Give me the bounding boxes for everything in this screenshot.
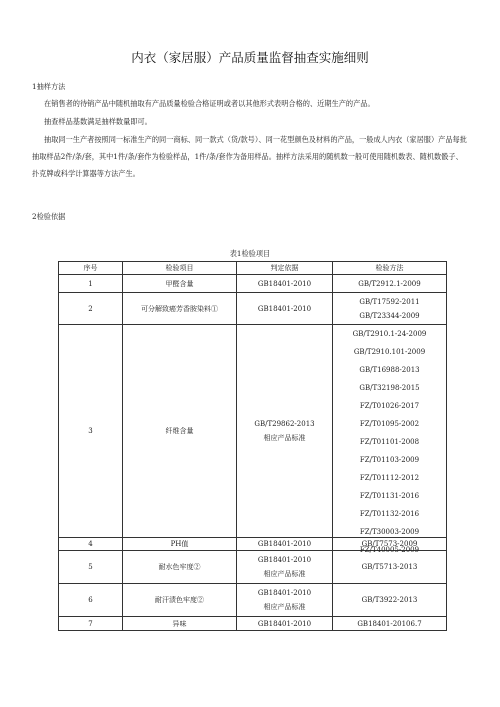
table-caption: 表1检验项目 <box>229 249 271 258</box>
row-no: 6 <box>59 584 123 617</box>
section-1-paragraph-1: 在销售者的待销产品中随机抽取有产品质量检验合格证明或者以其他形式表明合格的、近期生产的产品。 <box>44 99 375 108</box>
row-basis: GB18401-2010 <box>237 293 333 325</box>
method-line: FZ/T01101-2008 <box>359 438 420 446</box>
table-row <box>59 325 447 538</box>
method-line: GB/T2910.1-24-2009 <box>352 330 427 338</box>
row-method: GB18401-20106.7 <box>333 617 447 631</box>
method-line: FZ/T01132-2016 <box>359 510 420 518</box>
method-line: FZ/T01112-2012 <box>359 474 420 482</box>
row-basis <box>237 551 333 584</box>
row-method: GB/T3922-2013 <box>333 584 447 617</box>
row-basis: GB18401-2010 <box>237 538 333 551</box>
basis-line: GB18401-2010 <box>257 556 312 564</box>
row-item: 甲醛含量 <box>123 275 237 293</box>
row-basis: GB18401-2010 <box>237 617 333 631</box>
method-line: FZ/T01026-2017 <box>359 402 420 410</box>
row-method: GB/T5713-2013 <box>333 551 447 584</box>
row-item: 可分解致癌芳香胺染料① <box>123 293 237 325</box>
basis-line: 相应产品标准 <box>263 570 306 578</box>
header-item: 检验项目 <box>123 262 237 275</box>
row-no: 4 <box>59 538 123 551</box>
table-row <box>59 584 447 617</box>
method-line: FZ/T30003-2009 <box>359 528 420 536</box>
basis-line: 相应产品标准 <box>263 434 306 442</box>
row-item: 耐汗渍色牢度② <box>123 584 237 617</box>
row-no: 5 <box>59 551 123 584</box>
row-no: 7 <box>59 617 123 631</box>
row-no: 1 <box>59 275 123 293</box>
row-method <box>333 293 447 325</box>
table-header-row <box>59 262 447 275</box>
table-row <box>59 293 447 325</box>
row-method: GB/T7573-2009 <box>333 538 447 551</box>
header-basis: 判定依据 <box>237 262 333 275</box>
header-no: 序号 <box>59 262 123 275</box>
row-item: PH值 <box>123 538 237 551</box>
row-basis <box>237 325 333 538</box>
document-title: 内衣（家居服）产品质量监督抽查实施细则 <box>131 50 369 65</box>
row-item: 耐水色牢度② <box>123 551 237 584</box>
method-line: GB/T32198-2015 <box>359 384 420 392</box>
row-no: 2 <box>59 293 123 325</box>
section-2-heading: 2检验依据 <box>32 212 66 221</box>
method-line: GB/T23344-2009 <box>359 311 420 320</box>
method-line: GB/T17592-2011 <box>359 297 420 306</box>
section-1-paragraph-3: 抽取同一生产者按照同一标准生产的同一商标、同一款式（货/款号）、同一花型颜色及材料的产品，一般成人内衣（家居服）产品每批抽取样品2件/条/套，其中1件/条/套作为检验样品，1件/条/套作为备用样品。抽样方法采用的随机数一般可使用随机数表、随机数骰子、扑克牌或科学计算器等方法产生。 <box>32 135 467 178</box>
section-1-heading: 1抽样方法 <box>32 82 66 91</box>
method-line: FZ/T01131-2016 <box>359 492 420 500</box>
method-line: GB/T16988-2013 <box>359 366 420 374</box>
row-item: 异味 <box>123 617 237 631</box>
row-basis: GB18401-2010 <box>237 275 333 293</box>
row-method: GB/T2912.1-2009 <box>333 275 447 293</box>
table-row <box>59 617 447 631</box>
row-no: 3 <box>59 325 123 538</box>
table-row <box>59 275 447 293</box>
method-line: FZ/T01095-2002 <box>359 420 420 428</box>
basis-line: GB18401-2010 <box>257 589 312 597</box>
method-line: GB/T2910.101-2009 <box>353 348 426 356</box>
basis-line: GB/T29862-2013 <box>254 420 315 428</box>
row-basis <box>237 584 333 617</box>
method-line: FZ/T01103-2009 <box>359 456 420 464</box>
section-1-paragraph-2: 抽查样品基数满足抽样数量即可。 <box>44 117 152 126</box>
row-item: 纤维含量 <box>123 325 237 538</box>
inspection-items-table <box>58 261 447 631</box>
header-method: 检验方法 <box>333 262 447 275</box>
method-line: FZ/T40005-2009 <box>359 546 420 554</box>
basis-line: 相应产品标准 <box>263 603 306 611</box>
